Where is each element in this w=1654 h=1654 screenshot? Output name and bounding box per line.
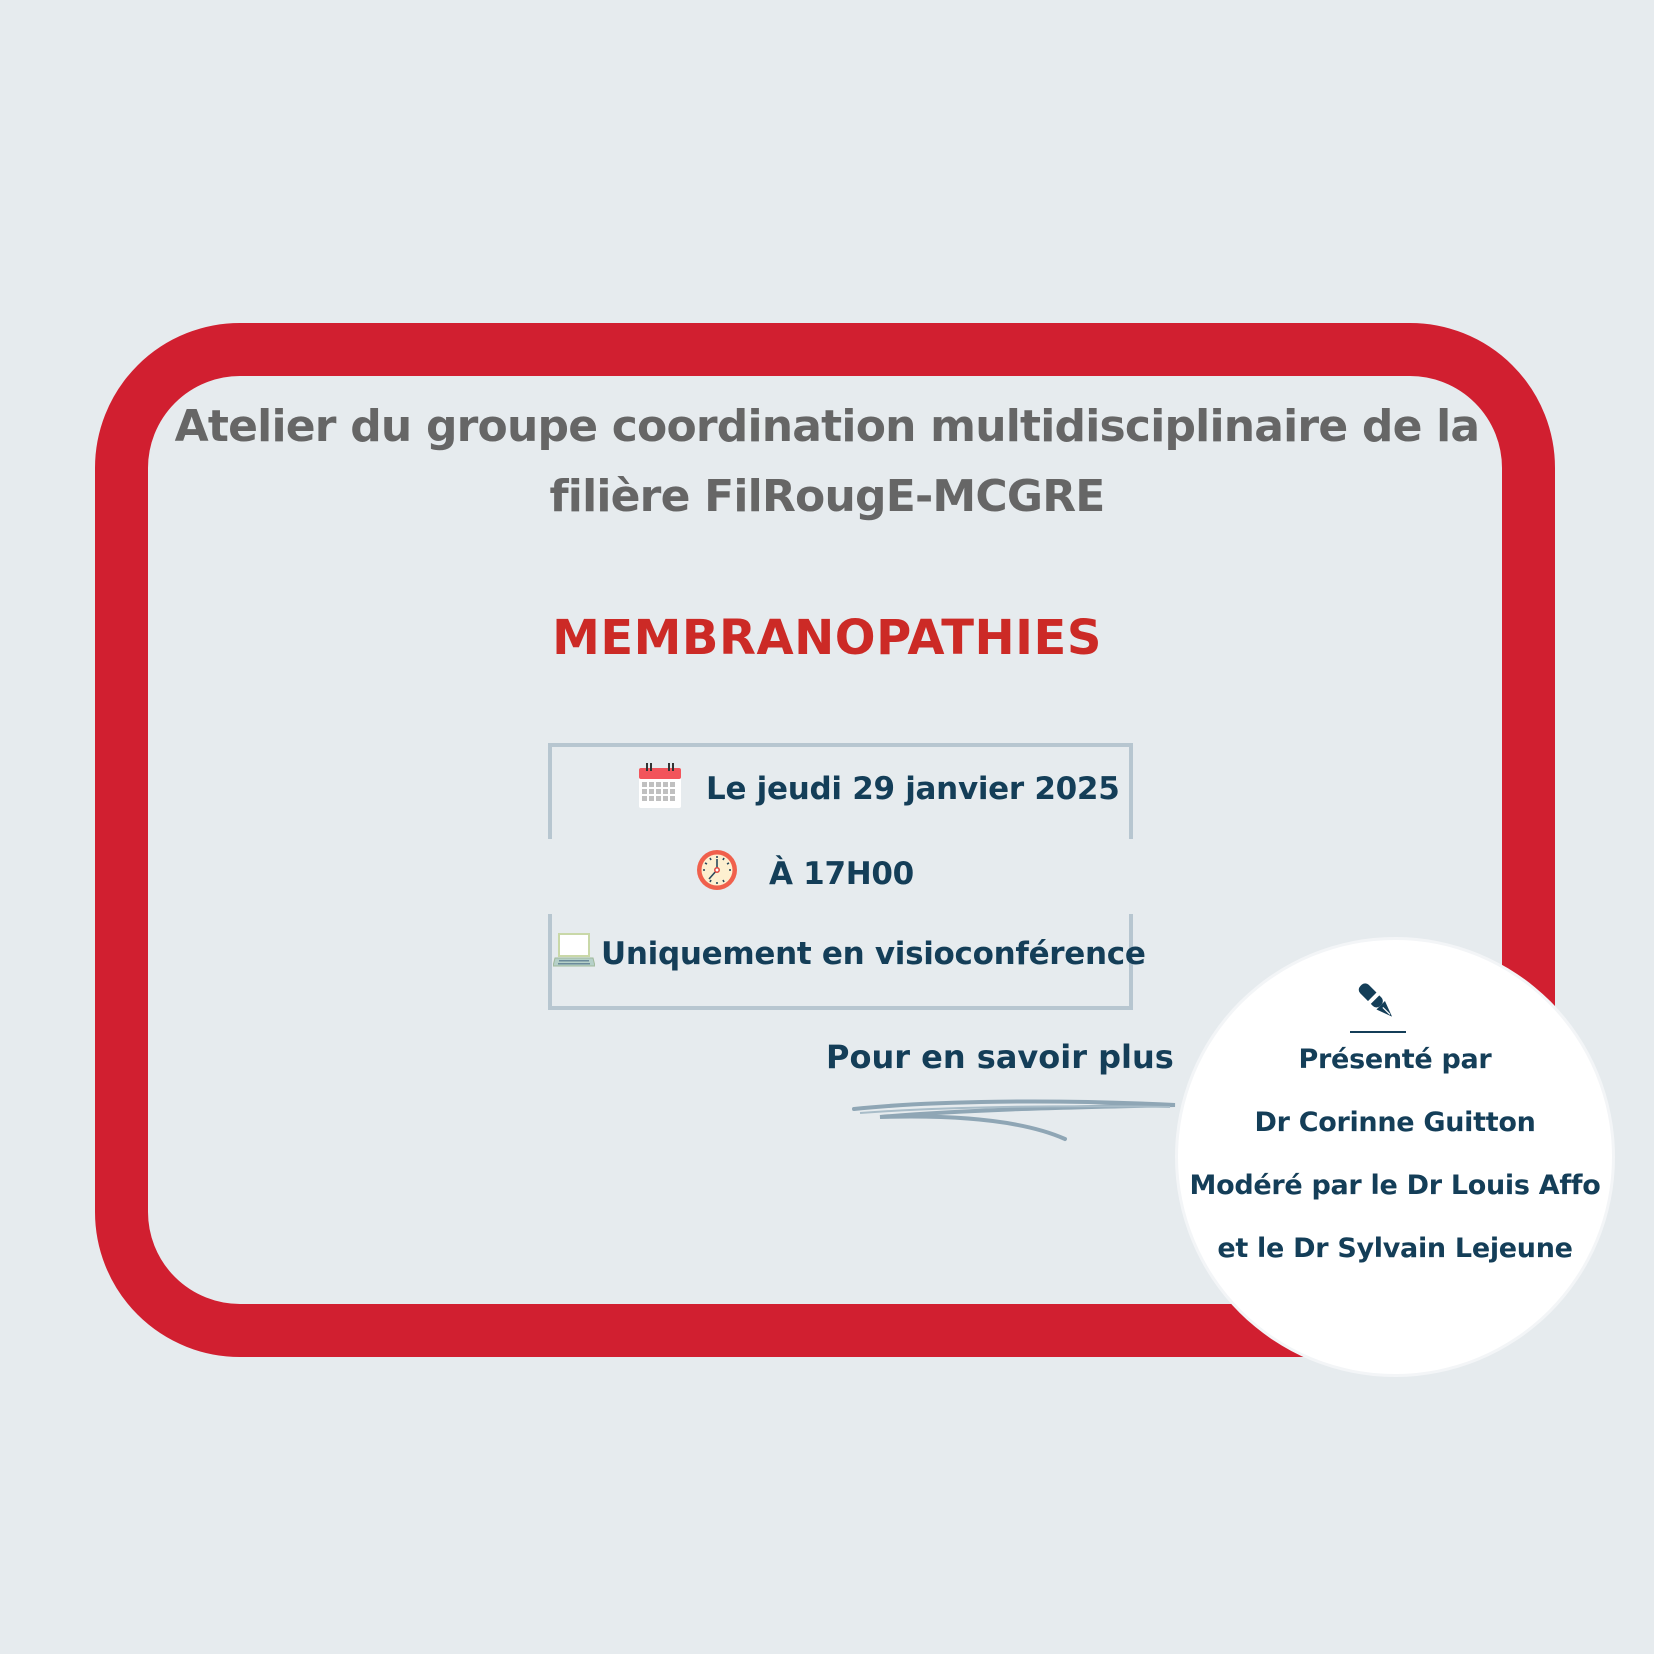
moderators-line-1: Modéré par le Dr Louis Affo xyxy=(1189,1170,1601,1201)
title-line-2: filière FilRougE-MCGRE xyxy=(549,471,1105,522)
event-time-label: À 17H00 xyxy=(769,856,914,892)
calendar-icon xyxy=(638,762,682,816)
laptop-icon xyxy=(553,932,595,976)
event-title xyxy=(150,392,1504,532)
event-time xyxy=(695,848,914,900)
title-line-1: Atelier du groupe coordination multidisciplinaire de la xyxy=(174,401,1480,452)
brush-arrow-icon xyxy=(850,1095,1180,1159)
more-info-link[interactable]: Pour en savoir plus xyxy=(826,1038,1174,1076)
event-topic: MEMBRANOPATHIES xyxy=(552,610,1102,666)
clock-icon xyxy=(695,848,739,900)
event-date xyxy=(638,762,1119,816)
event-date-label: Le jeudi 29 janvier 2025 xyxy=(706,771,1120,807)
presented-by-label: Présenté par xyxy=(1298,1044,1492,1075)
event-format-label: Uniquement en visioconférence xyxy=(601,936,1146,972)
moderators-line-2: et le Dr Sylvain Lejeune xyxy=(1217,1233,1573,1264)
presenter-name: Dr Corinne Guitton xyxy=(1254,1107,1536,1138)
event-format xyxy=(553,932,1146,976)
fountain-pen-icon xyxy=(1348,982,1410,1038)
